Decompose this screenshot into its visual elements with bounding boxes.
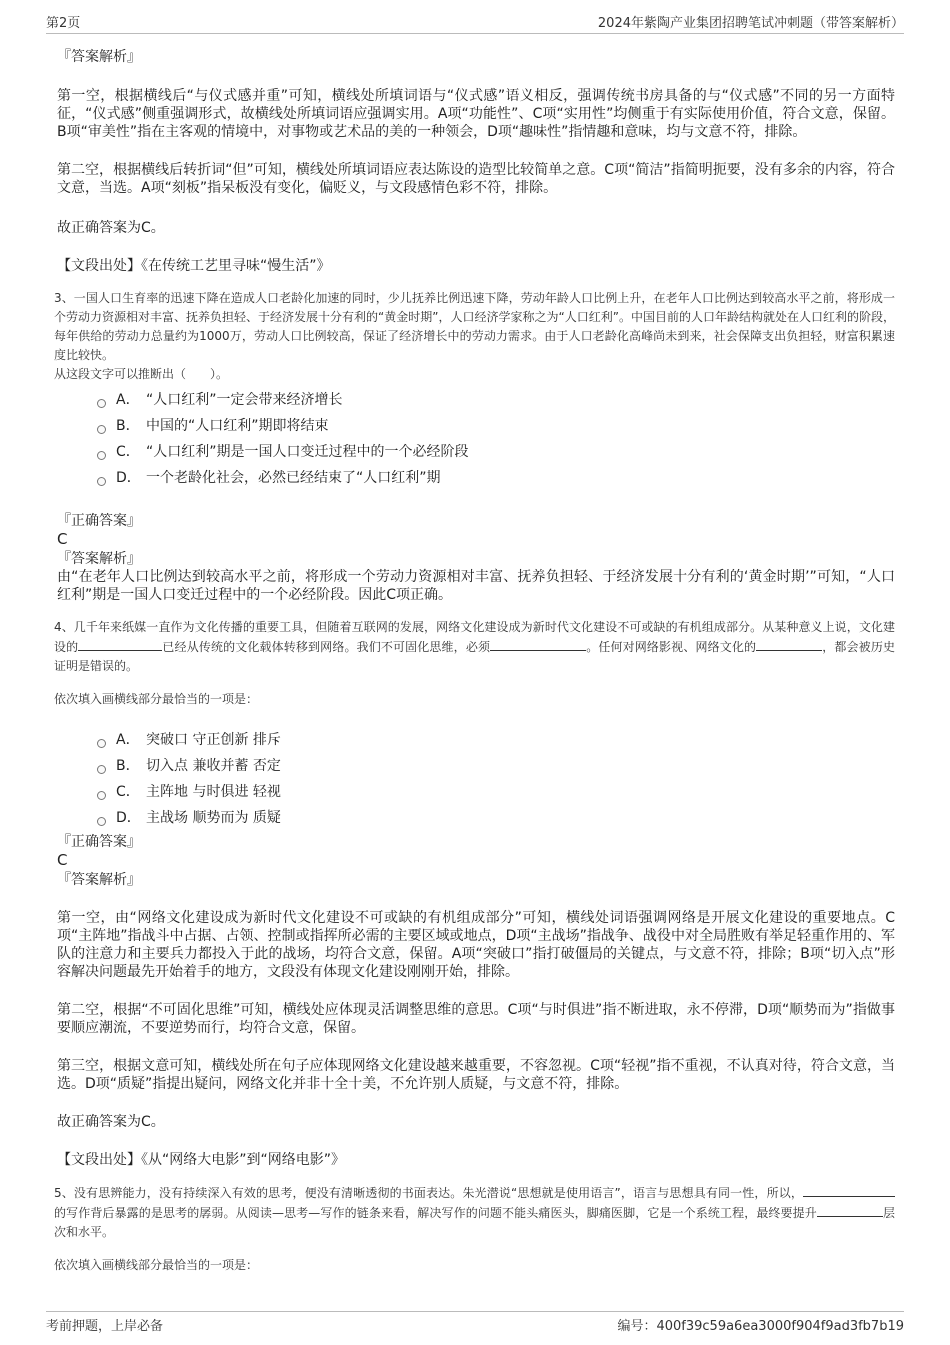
q4-stem: 4、几千年来纸媒一直作为文化传播的重要工具，但随着互联网的发展，网络文化建设成为新时代文化建设不可或缺的有机组成部分。从某种意义上说，文化建设的 已经从传统的文化载体转移到网络。我们不可固化思维，必须 。任何对网络影视、网络文化的 ，都会被历史证明是错误的。 [54, 620, 895, 673]
q5-stem: 5、没有思辨能力，没有持续深入有效的思考，便没有清晰透彻的书面表达。朱光潜说“思想就是使用语言”，语言与思想具有同一性，所以，的写作背后暴露的是思考的孱弱。从阅读—思考—写作的链条来看，解决写作的问题不能头痛医头，脚痛医脚，它是一个系统工程，最终要提升 层次和水平。 [54, 1183, 895, 1242]
q4-analysis-heading: 『答案解析』 [57, 872, 141, 888]
radio-icon[interactable] [97, 739, 106, 748]
q3-analysis: 由“在老年人口比例达到较高水平之前，将形成一个劳动力资源相对丰富、抚养负担轻、于经济发展十分有利的‘黄金时期’”可知，“人口红利”期是一国人口变迁过程中的一个必经阶段。因此C项正确。 [57, 569, 895, 603]
q4-answer: C [57, 851, 68, 869]
q3-answer: C [57, 530, 68, 548]
document-id: 编号：400f39c59a6ea3000f904f9ad3fb7b19 [617, 1319, 904, 1334]
q4-answer-heading: 『正确答案』 [57, 834, 141, 850]
footer-divider [46, 1311, 904, 1312]
blank-1 [803, 1183, 895, 1197]
radio-icon[interactable] [97, 791, 106, 800]
q4-option-d[interactable]: D． 主战场 顺势而为 质疑 [97, 805, 895, 831]
q4-conclusion: 故正确答案为C。 [57, 1114, 165, 1130]
blank-1 [78, 637, 162, 651]
q2-analysis-heading: 『答案解析』 [57, 49, 141, 65]
radio-icon[interactable] [97, 817, 106, 826]
q4-option-a[interactable]: A． 突破口 守正创新 排斥 [97, 727, 895, 753]
radio-icon[interactable] [97, 399, 106, 408]
q2-conclusion: 故正确答案为C。 [57, 220, 165, 236]
q4-question: 依次填入画横线部分最恰当的一项是： [54, 692, 259, 706]
q4-source: 【文段出处】《从“网络大电影”到“网络电影”》 [57, 1152, 346, 1168]
header-divider [46, 33, 904, 34]
radio-icon[interactable] [97, 765, 106, 774]
q2-analysis-para-1: 第一空，根据横线后“与仪式感并重”可知，横线处所填词语与“仪式感”语义相反，强调传统书房具备的与“仪式感”不同的另一方面特征，“仪式感”侧重强调形式，故横线处所填词语应强调实用。A项“功能性”、C项“实用性”均侧重于有实际使用价值，符合文意，保留。B项“审美性”指在主客观的情境中，对事物或艺术品的美的一种领会，D项“趣味性”指情趣和意味，均与文意不符，排除。 [57, 88, 895, 140]
q3-question: 从这段文字可以推断出（ ）。 [54, 367, 229, 381]
radio-icon[interactable] [97, 425, 106, 434]
q4-analysis-para-2: 第二空，根据“不可固化思维”可知，横线处应体现灵活调整思维的意思。C项“与时俱进”指不断进取，永不停滞，D项“顺势而为”指做事要顺应潮流，不要逆势而行，均符合文意，保留。 [57, 1002, 895, 1036]
q3-option-b[interactable]: B． 中国的“人口红利”期即将结束 [97, 413, 895, 439]
footer-slogan: 考前押题，上岸必备 [46, 1319, 164, 1334]
q3-answer-heading: 『正确答案』 [57, 513, 141, 529]
blank-3 [756, 637, 822, 651]
q4-option-b[interactable]: B． 切入点 兼收并蓄 否定 [97, 753, 895, 779]
blank-2 [490, 637, 586, 651]
q4-analysis-para-3: 第三空，根据文意可知，横线处所在句子应体现网络文化建设越来越重要，不容忽视。C项“轻视”指不重视，不认真对待，符合文意，当选。D项“质疑”指提出疑问，网络文化并非十全十美，不允许别人质疑，与文意不符，排除。 [57, 1058, 895, 1092]
radio-icon[interactable] [97, 451, 106, 460]
blank-2 [817, 1203, 883, 1217]
q3-options [57, 387, 895, 491]
page-number: 第2页 [46, 16, 81, 31]
q4-option-c[interactable]: C． 主阵地 与时俱进 轻视 [97, 779, 895, 805]
q4-analysis-para-1: 第一空，由“网络文化建设成为新时代文化建设不可或缺的有机组成部分”可知，横线处词语强调网络是开展文化建设的重要地点。C项“主阵地”指战斗中占据、占领、控制或指挥所必需的主要区域或地点，D项“主战场”指战争、战役中对全局胜败有举足轻重作用的、军队的注意力和主要兵力都投入于此的战场，均符合文意，保留。A项“突破口”指打破僵局的关键点，与文意不符，排除；B项“切入点”形容解决问题最先开始着手的地方，文段没有体现文化建设刚刚开始，排除。 [57, 910, 895, 980]
page-content [54, 44, 895, 1275]
q3-analysis-heading: 『答案解析』 [57, 551, 141, 567]
q3-option-c[interactable]: C． “人口红利”期是一国人口变迁过程中的一个必经阶段 [97, 439, 895, 465]
q3-option-a[interactable]: A． “人口红利”一定会带来经济增长 [97, 387, 895, 413]
q5-question: 依次填入画横线部分最恰当的一项是： [54, 1258, 259, 1272]
q4-options [57, 727, 895, 831]
q2-source: 【文段出处】《在传统工艺里寻味“慢生活”》 [57, 258, 331, 274]
q3-stem: 3、一国人口生育率的迅速下降在造成人口老龄化加速的同时，少儿抚养比例迅速下降，劳动年龄人口比例上升，在老年人口比例达到较高水平之前，将形成一个劳动力资源相对丰富、抚养负担轻、于经济发展十分有利的“黄金时期”，人口经济学家称之为“人口红利”。中国目前的人口年龄结构就处在人口红利的阶段，每年供给的劳动力总量约为1000万，劳动人口比例较高，保证了经济增长中的劳动力需求。由于人口老龄化高峰尚未到来，社会保障支出负担轻，财富积累速度比较快。 [54, 291, 895, 362]
q2-analysis-para-2: 第二空，根据横线后转折词“但”可知，横线处所填词语应表达陈设的造型比较简单之意。C项“简洁”指简明扼要，没有多余的内容，符合文意，当选。A项“刻板”指呆板没有变化，偏贬义，与文段感情色彩不符，排除。 [57, 162, 895, 196]
page-header [0, 0, 950, 34]
document-title: 2024年紫陶产业集团招聘笔试冲刺题（带答案解析） [597, 16, 904, 31]
radio-icon[interactable] [97, 477, 106, 486]
q3-option-d[interactable]: D． 一个老龄化社会，必然已经结束了“人口红利”期 [97, 465, 895, 491]
